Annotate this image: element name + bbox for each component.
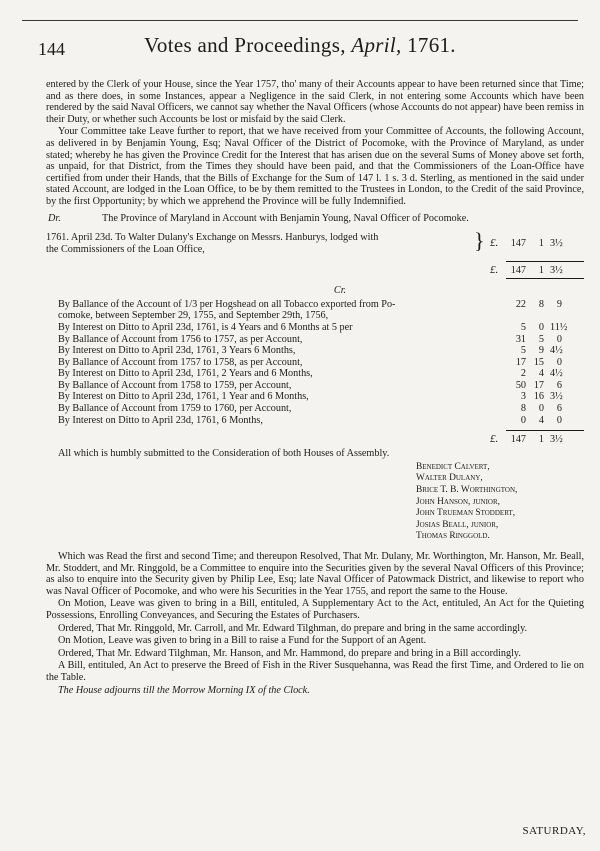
amount-shillings: 9 <box>538 345 544 357</box>
title-month: April, <box>351 33 402 57</box>
amount-shillings: 15 <box>533 356 544 368</box>
amount-shillings: 16 <box>533 391 544 403</box>
top-rule <box>22 20 578 21</box>
title-year: 1761. <box>407 33 456 57</box>
signer-name: John Hanson, junior, <box>416 496 500 507</box>
amount-pounds: 0 <box>520 414 526 426</box>
amount-shillings: 4 <box>538 414 544 426</box>
submission-line: All which is humbly submitted to the Consideration of both Houses of Assembly. <box>58 448 390 460</box>
credit-row-text: By Ballance of Account from 1756 to 1757, as per Account, <box>58 333 303 345</box>
page-title <box>30 33 570 57</box>
signer-name: Thomas Ringgold. <box>416 531 490 542</box>
credit-entries <box>46 299 584 427</box>
page-number: 144 <box>38 39 65 59</box>
amount-pounds: 5 <box>520 345 526 357</box>
credit-row-text: By Ballance of Account from 1759 to 1760, per Account, <box>58 403 292 415</box>
credit-row-text: By Ballance of the Account of 1/3 per Hogshead on all Tobacco exported from Po- <box>58 298 396 310</box>
account-heading <box>46 213 584 225</box>
credit-row <box>46 391 584 403</box>
amount-pence: 3½ <box>550 238 563 250</box>
credit-row-text: By Interest on Ditto to April 23d, 1761, 6 Months, <box>58 414 263 426</box>
credit-row <box>46 299 584 311</box>
credit-row-text: By Ballance of Account from 1757 to 1758, as per Account, <box>58 356 303 368</box>
credit-row <box>46 368 584 380</box>
credit-row <box>46 345 584 357</box>
credit-row <box>46 334 584 346</box>
paragraph-motion-2: On Motion, Leave was given to bring in a Bill to raise a Fund for the Support of an Agent. <box>58 635 427 647</box>
total-shillings: 1 <box>538 265 544 277</box>
paragraph-motion-1: On Motion, Leave was given to bring in a Bill, entituled, A Supplementary Act to the Act, entituled, An Act for the Quieting Possessions, Enrolling Conveyances, and Securing the Estates of Purchasers. <box>46 598 584 621</box>
currency-symbol: £. <box>490 433 499 446</box>
page-body <box>46 79 584 697</box>
paragraph-committee-report: Your Committee take Leave further to report, that we have received from your Committee of Accounts, the following Account, as delivered in by Benjamin Young, Esq; Naval Officer of the District of Pocomoke, with the Province of Maryland, as under stated; whereby he has given the Province Credit for the Interest that has arisen due on the several Sums of Money above set forth, as unpaid, for that District, from the Times they should have been paid, and that the Commissioners of the Loan-Office have certified from under their Hands, that the Bills of Exchange for the Sum of 147 l. 1 s. 3 d. Sterling, as mentioned in the said under stated Account, are lodged in the Loan Office, to be by them remitted to the Trustees in London, to the Credit of the said Province, by the first Opportunity; by which we apprehend the Province will be fully Indemnified. <box>46 126 584 207</box>
dr-label: Dr. <box>48 212 61 224</box>
amount-pence: 3½ <box>550 391 563 403</box>
amount-pounds: 147 <box>510 238 526 250</box>
account-title: The Province of Maryland in Account with Benjamin Young, Naval Officer of Pocomoke. <box>102 212 469 224</box>
amount-shillings: 8 <box>538 298 544 310</box>
paragraph-adjourn: The House adjourns till the Morrow Morning IX of the Clock. <box>58 684 310 696</box>
currency-symbol: £. <box>490 237 499 250</box>
credit-row-text: By Interest on Ditto to April 23d, 1761, is 4 Years and 6 Months at 5 per <box>58 321 353 333</box>
paragraph-bill: A Bill, entituled, An Act to preserve the Breed of Fish in the River Susquehanna, was Read the first Time, and Ordered to lie on the Table. <box>46 660 584 683</box>
sum-rule <box>506 278 584 279</box>
amount-pounds: 22 <box>515 298 526 310</box>
credit-row <box>46 357 584 369</box>
credit-row-text: By Ballance of Account from 1758 to 1759, per Account, <box>58 379 292 391</box>
credit-row <box>46 415 584 427</box>
signer-name: Benedict Calvert, <box>416 461 490 472</box>
credit-row <box>46 322 584 334</box>
paragraph-order-1: Ordered, That Mr. Ringgold, Mr. Carroll, and Mr. Edward Tilghman, do prepare and bring in the same accordingly. <box>58 622 528 634</box>
amount-shillings: 1 <box>538 238 544 250</box>
amount-shillings: 5 <box>538 333 544 345</box>
signer-name: Josias Beall, junior, <box>416 519 499 530</box>
total-pounds: 147 <box>510 434 526 446</box>
debit-total-row <box>46 263 584 277</box>
paragraph-clerk: entered by the Clerk of your House, since the Year 1757, tho' many of their Accounts appear to have been returned since that Time; and as there does, in some Instances, appear a Negligence in the said Clerk, in not entering some Accounts which have been rendered by the said Naval Officers, we cannot say whether the Naval Officers (whose Accounts do not appear) have been remiss in their Duty, or whether such Accounts be lost or misfaid by the said Clerk. <box>46 79 584 125</box>
signer-name: Brice T. B. Worthington, <box>416 485 518 496</box>
credit-row <box>46 310 584 322</box>
credit-row <box>46 403 584 415</box>
amount-pence: 9 <box>556 298 562 310</box>
debit-entry <box>46 228 584 257</box>
signers-list <box>416 462 584 543</box>
paragraph-resolution: Which was Read the first and second Time; and thereupon Resolved, That Mr. Dulany, Mr. Worthington, Mr. Hanson, Mr. Beall, Mr. Stoddert, and Mr. Ringgold, be a Committee to enquire into the Securities given by the several Naval Officers of this Province; as also to enquire into the Security given by Philip Lee, Esq; late Naval Officer of Patowmack District, and likewise to report who was Naval Officer of Pocomoke, and who were his Securities in the Year 1755, and report the same to the House. <box>46 551 584 597</box>
amount-pence: 6 <box>556 379 562 391</box>
credit-row-text: By Interest on Ditto to April 23d, 1761, 1 Year and 6 Months, <box>58 391 309 403</box>
credit-row-text: By Interest on Ditto to April 23d, 1761, 2 Years and 6 Months, <box>58 368 313 380</box>
amount-pounds: 8 <box>520 403 526 415</box>
amount-pence: 0 <box>556 333 562 345</box>
signer-name: John Trueman Stoddert, <box>416 508 516 519</box>
total-pence: 3½ <box>550 434 563 446</box>
credit-total-row <box>46 432 584 446</box>
amount-shillings: 0 <box>538 403 544 415</box>
total-shillings: 1 <box>538 434 544 446</box>
amount-pounds: 5 <box>520 321 526 333</box>
amount-shillings: 17 <box>533 379 544 391</box>
amount-shillings: 4 <box>538 368 544 380</box>
cr-label: Cr. <box>333 285 347 297</box>
proceedings <box>46 551 584 696</box>
amount-pence: 4½ <box>550 345 563 357</box>
brace-symbol: } <box>474 228 485 254</box>
paragraph-order-2: Ordered, That Mr. Edward Tilghman, Mr. Hanson, and Mr. Hammond, do prepare and bring in a Bill accordingly. <box>58 647 521 659</box>
amount-pounds: 3 <box>520 391 526 403</box>
currency-symbol: £. <box>490 264 499 277</box>
amount-pence: 4½ <box>550 368 563 380</box>
amount-pence: 6 <box>556 403 562 415</box>
title-prefix: Votes and Proceedings, <box>144 33 346 57</box>
amount-pence: 0 <box>556 356 562 368</box>
catchword: SATURDAY, <box>522 825 586 837</box>
amount-pounds: 50 <box>515 379 526 391</box>
credit-row-text: comoke, between September 29, 1755, and September 29th, 1756, <box>58 310 329 322</box>
total-pounds: 147 <box>510 265 526 277</box>
amount-pence: 0 <box>556 414 562 426</box>
debit-line-2-text: the Commissioners of the Loan Office, <box>46 243 205 255</box>
credit-row <box>46 380 584 392</box>
amount-shillings: 0 <box>538 321 544 333</box>
amount-pounds: 31 <box>515 333 526 345</box>
sum-rule <box>506 261 584 262</box>
amount-pence: 11½ <box>550 321 568 333</box>
signer-name: Walter Dulany, <box>416 473 483 484</box>
sum-rule <box>506 430 584 431</box>
debit-line-2 <box>46 244 476 256</box>
amount-pounds: 2 <box>520 368 526 380</box>
debit-line-1: 1761. April 23d. To Walter Dulany's Exchange on Messrs. Hanburys, lodged with <box>46 232 379 244</box>
credit-row-text: By Interest on Ditto to April 23d, 1761, 3 Years 6 Months, <box>58 345 296 357</box>
amount-pounds: 17 <box>515 356 526 368</box>
page-header <box>30 33 570 68</box>
total-pence: 3½ <box>550 265 563 277</box>
